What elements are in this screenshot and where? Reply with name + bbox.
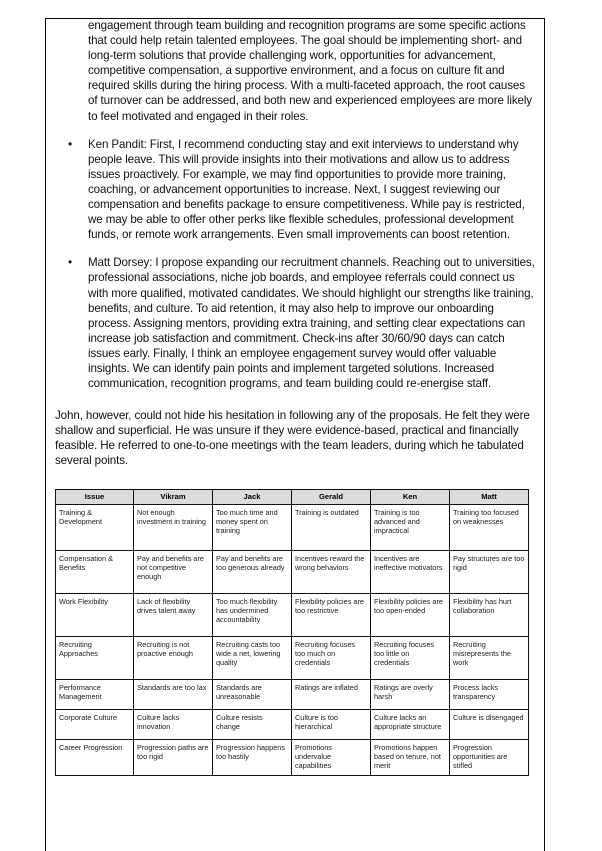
list-item-text: Ken Pandit: First, I recommend conducting stay and exit interviews to understand why people leave. This will provide insights into their motivations and allow us to address issues proactively. For example, we may find opportunities to provide more training, coaching, or advancement opportunities to increase. Next, I suggest reviewing our compensation and benefits package to ensure competitiveness. While pay is restricted, we may be able to offer other perks like flexible schedules, professional development funds, or remote work arrangements. Even small improvements can boost retention. <box>88 137 525 242</box>
table-header <box>56 489 529 505</box>
column-header-jack: Jack <box>213 489 292 505</box>
table-row <box>56 551 529 594</box>
cell-ken: Training is too advanced and impractical <box>371 505 450 551</box>
cell-matt: Progression opportunities are stifled <box>450 740 529 775</box>
cell-ken: Recruiting focuses too little on credentials <box>371 637 450 680</box>
list-item-text: Matt Dorsey: I propose expanding our recruitment channels. Reaching out to universities, professional associations, niche job boards, and employee referrals could connect us with more qualified, motivated candidates. We should highlight our strengths like training, benefits, and culture. To aid retention, it may also help to improve our onboarding process. Assigning mentors, providing extra training, and setting clear expectations can increase job satisfaction and commitment. Check-ins after 30/60/90 days can catch issues early. Finally, I think an employee engagement survey would offer valuable insights. We can identify pain points and implement targeted solutions. Increased communication, recognition programs, and team building could re-energise staff. <box>88 256 535 391</box>
list-item-matt-dorsey <box>55 255 535 391</box>
cell-jack: Standards are unreasonable <box>213 680 292 710</box>
list-item-ken-pandit <box>55 137 535 243</box>
table-body <box>56 505 529 775</box>
cell-ken: Culture lacks an appropriate structure <box>371 710 450 740</box>
cell-gerald: Ratings are inflated <box>292 680 371 710</box>
cell-issue: Recruiting Approaches <box>56 637 134 680</box>
cell-jack: Culture resists change <box>213 710 292 740</box>
cell-issue: Compensation & Benefits <box>56 551 134 594</box>
paragraph-closing: John, however, could not hide his hesitation in following any of the proposals. He felt they were shallow and superficial. He was unsure if they were evidence-based, practical and financially feasible. He referred to one-to-one meetings with the team leaders, during which he tabulated several points. <box>55 409 530 468</box>
cell-jack: Progression happens too hastily <box>213 740 292 775</box>
cell-vikram: Not enough investment in training <box>134 505 213 551</box>
table-row <box>56 740 529 775</box>
cell-matt: Training too focused on weaknesses <box>450 505 529 551</box>
cell-issue: Career Progression <box>56 740 134 775</box>
cell-vikram: Standards are too lax <box>134 680 213 710</box>
cell-gerald: Recruiting focuses too much on credentials <box>292 637 371 680</box>
cell-ken: Incentives are ineffective motivators <box>371 551 450 594</box>
cell-ken: Ratings are overly harsh <box>371 680 450 710</box>
cell-vikram: Recruiting is not proactive enough <box>134 637 213 680</box>
column-header-matt: Matt <box>450 489 529 505</box>
cell-vikram: Culture lacks innovation <box>134 710 213 740</box>
bullet-marker-icon: • <box>68 136 73 151</box>
column-header-vikram: Vikram <box>134 489 213 505</box>
paragraph-continuation: engagement through team building and recognition programs are some specific actions that could help retain talented employees. The goal should be implementing short- and long-term solutions that provide challenging work, opportunities for advancement, competitive compensation, a supportive environment, and a focus on culture fit and required skills during the hiring process. With a multi-faceted approach, the root causes of turnover can be addressed, and both new and experienced employees are more likely to feel motivated and engaged in their roles. <box>88 19 532 123</box>
points-table-container <box>55 489 535 776</box>
cell-matt: Recruiting misrepresents the work <box>450 637 529 680</box>
cell-gerald: Promotions undervalue capabilities <box>292 740 371 775</box>
cell-matt: Pay structures are too rigid <box>450 551 529 594</box>
table-row <box>56 637 529 680</box>
cell-gerald: Flexibility policies are too restrictive <box>292 594 371 637</box>
points-table <box>55 489 529 776</box>
cell-gerald: Incentives reward the wrong behaviors <box>292 551 371 594</box>
cell-jack: Pay and benefits are too generous already <box>213 551 292 594</box>
column-header-ken: Ken <box>371 489 450 505</box>
cell-issue: Performance Management <box>56 680 134 710</box>
cell-issue: Corporate Culture <box>56 710 134 740</box>
table-row <box>56 680 529 710</box>
cell-issue: Training & Development <box>56 505 134 551</box>
table-row <box>56 594 529 637</box>
cell-matt: Process lacks transparency <box>450 680 529 710</box>
cell-gerald: Culture is too hierarchical <box>292 710 371 740</box>
cell-ken: Flexibility policies are too open-ended <box>371 594 450 637</box>
cell-jack: Too much time and money spent on training <box>213 505 292 551</box>
cell-issue: Work Flexibility <box>56 594 134 637</box>
cell-jack: Recruiting casts too wide a net, lowering quality <box>213 637 292 680</box>
table-header-row <box>56 489 529 505</box>
cell-ken: Promotions happen based on tenure, not merit <box>371 740 450 775</box>
cell-vikram: Lack of flexibility drives talent away <box>134 594 213 637</box>
proposal-bullet-list <box>55 137 535 392</box>
cell-jack: Too much flexibility has undermined accountability <box>213 594 292 637</box>
column-header-issue: Issue <box>56 489 134 505</box>
cell-gerald: Training is outdated <box>292 505 371 551</box>
document-page <box>55 18 535 776</box>
cell-vikram: Pay and benefits are not competitive enough <box>134 551 213 594</box>
column-header-gerald: Gerald <box>292 489 371 505</box>
bullet-marker-icon: • <box>68 255 73 270</box>
cell-vikram: Progression paths are too rigid <box>134 740 213 775</box>
cell-matt: Flexibility has hurt collaboration <box>450 594 529 637</box>
table-row <box>56 505 529 551</box>
table-row <box>56 710 529 740</box>
cell-matt: Culture is disengaged <box>450 710 529 740</box>
